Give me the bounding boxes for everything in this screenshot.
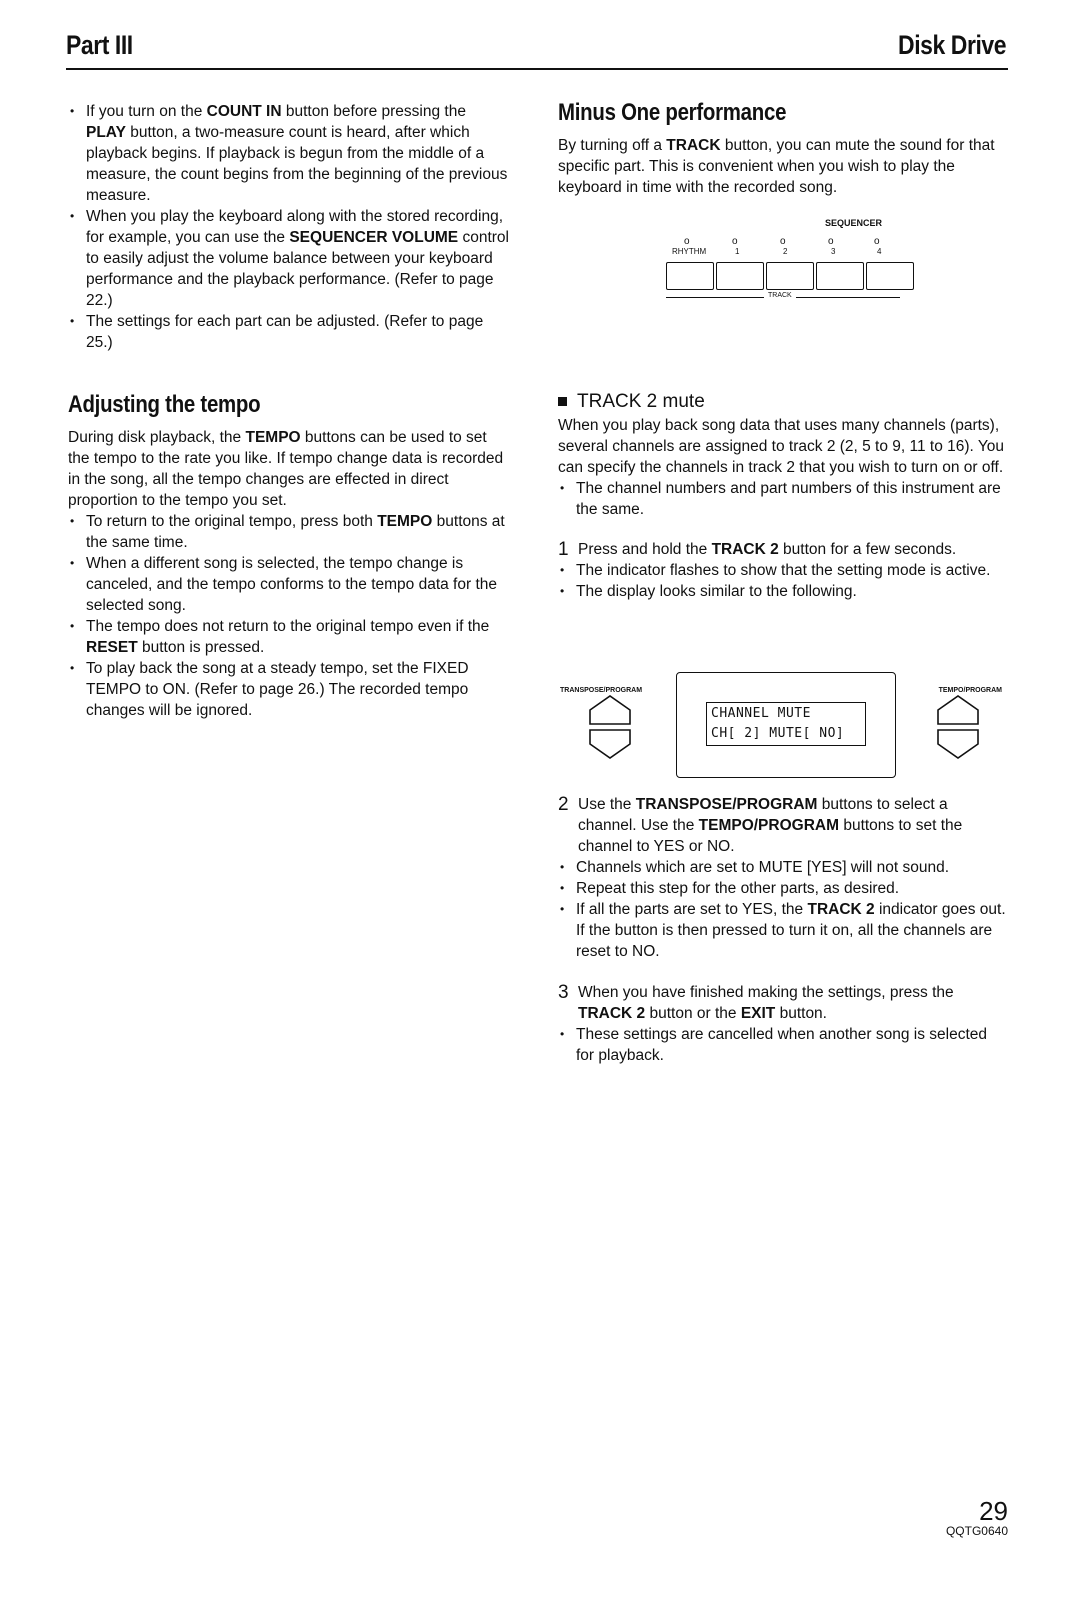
transpose-program-label: TRANSPOSE/PROGRAM xyxy=(560,687,643,694)
led-indicator-icon: o xyxy=(684,236,690,247)
track-4-button[interactable] xyxy=(866,262,914,290)
step1-bullet: • The display looks similar to the following. xyxy=(558,581,1008,602)
step3-bullet: • These settings are cancelled when another song is selected for playback. xyxy=(558,1024,1008,1066)
track2-intro: When you play back song data that uses many channels (parts), several channels are assigned to track 2 (2, 5 to 9, 11 to 16). You can specify the channels in track 2 that you wish to turn on or off. xyxy=(558,417,1005,476)
track2-mute-section xyxy=(558,391,1008,602)
led-indicator-icon: o xyxy=(780,236,786,247)
tempo-bullet-fixed: • To play back the song at a steady tempo, set the FIXED TEMPO to ON. (Refer to page 26.) The recorded tempo changes will be ignored. xyxy=(68,658,510,721)
tempo-bullet-reset-both: • To return to the original tempo, press both TEMPO buttons at the same time. xyxy=(68,511,510,553)
sequencer-buttons xyxy=(666,262,916,290)
step2-bullet: • Channels which are set to MUTE [YES] will not sound. xyxy=(558,857,1008,878)
minus-one-text: By turning off a TRACK button, you can mute the sound for that specific part. This is convenient when you wish to play the keyboard in time with the recorded song. xyxy=(558,137,995,196)
track-2-button[interactable] xyxy=(766,262,814,290)
step-2: 2 Use the TRANSPOSE/PROGRAM buttons to select a channel. Use the TEMPO/PROGRAM buttons to set the channel to YES or NO. xyxy=(558,794,963,855)
steps-2-3 xyxy=(558,794,1008,1066)
square-bullet-icon xyxy=(558,397,567,406)
lcd-screen xyxy=(706,702,866,746)
tempo-bullet-song-change: • When a different song is selected, the tempo change is canceled, and the tempo conforms to the tempo data for the selected song. xyxy=(68,553,510,616)
tempo-program-label: TEMPO/PROGRAM xyxy=(938,687,1002,694)
sequencer-title: SEQUENCER xyxy=(825,218,883,228)
header-part: Part III xyxy=(66,30,133,60)
bullet-sequencer-volume: • When you play the keyboard along with the stored recording, for example, you can use the SEQUENCER VOLUME control to easily adjust the volume balance between your keyboard performance and the playback performance. (Refer to page 22.) xyxy=(68,206,510,311)
tempo-heading: Adjusting the tempo xyxy=(68,391,261,418)
minus-one-heading: Minus One performance xyxy=(558,99,787,126)
document-code: QQTG0640 xyxy=(945,1524,1008,1538)
track2-heading: TRACK 2 mute xyxy=(558,391,1008,412)
led-indicator-icon: o xyxy=(732,236,738,247)
minus-one-section xyxy=(558,99,1008,198)
track-1-button[interactable] xyxy=(716,262,764,290)
label-rhythm: RHYTHM xyxy=(672,247,707,256)
lcd-line-1: CHANNEL MUTE xyxy=(711,706,811,721)
tempo-program-updown-icon[interactable] xyxy=(934,694,982,760)
transpose-program-updown-icon[interactable] xyxy=(586,694,634,760)
left-top-bullets xyxy=(68,101,510,353)
step2-bullet: • Repeat this step for the other parts, as desired. xyxy=(558,878,1008,899)
page-number: 29 xyxy=(979,1496,1008,1526)
led-indicator-icon: o xyxy=(828,236,834,247)
rhythm-button[interactable] xyxy=(666,262,714,290)
label-track-2: 2 xyxy=(783,247,788,256)
step-3: 3 When you have finished making the settings, press the TRACK 2 button or the EXIT button. xyxy=(558,982,954,1022)
tempo-intro: During disk playback, the TEMPO buttons can be used to set the tempo to the rate you like. If tempo change data is recorded in the song, all the tempo changes are effected in direct proportion to the tempo you set. xyxy=(68,429,504,509)
track-bracket-line xyxy=(666,297,764,298)
label-track-3: 3 xyxy=(831,247,836,256)
bullet-part-settings: • The settings for each part can be adjusted. (Refer to page 25.) xyxy=(68,311,510,353)
sequencer-diagram xyxy=(660,218,910,308)
label-track-1: 1 xyxy=(735,247,740,256)
header-section: Disk Drive xyxy=(897,30,1006,60)
track-3-button[interactable] xyxy=(816,262,864,290)
track-bracket-line xyxy=(796,297,900,298)
track-label: TRACK xyxy=(768,292,792,299)
step1-bullet: • The indicator flashes to show that the setting mode is active. xyxy=(558,560,1008,581)
header-rule xyxy=(66,68,1008,70)
led-indicator-icon: o xyxy=(874,236,880,247)
tempo-bullet-reset: • The tempo does not return to the original tempo even if the RESET button is pressed. xyxy=(68,616,510,658)
bullet-count-in: • If you turn on the COUNT IN button before pressing the PLAY button, a two-measure count is heard, after which playback begins. If playback is begun from the middle of a measure, the count begins from the beginning of the previous measure. xyxy=(68,101,510,206)
tempo-section xyxy=(68,391,510,721)
step2-bullet: • If all the parts are set to YES, the TRACK 2 indicator goes out. If the button is then pressed to turn it on, all the channels are reset to NO. xyxy=(558,899,1008,962)
lcd-line-2: CH[ 2] MUTE[ NO] xyxy=(711,726,845,741)
step-1: 1 Press and hold the TRACK 2 button for a few seconds. xyxy=(558,539,957,560)
display-diagram xyxy=(560,672,1010,782)
label-track-4: 4 xyxy=(877,247,882,256)
track2-bullet: • The channel numbers and part numbers of this instrument are the same. xyxy=(558,478,1008,520)
